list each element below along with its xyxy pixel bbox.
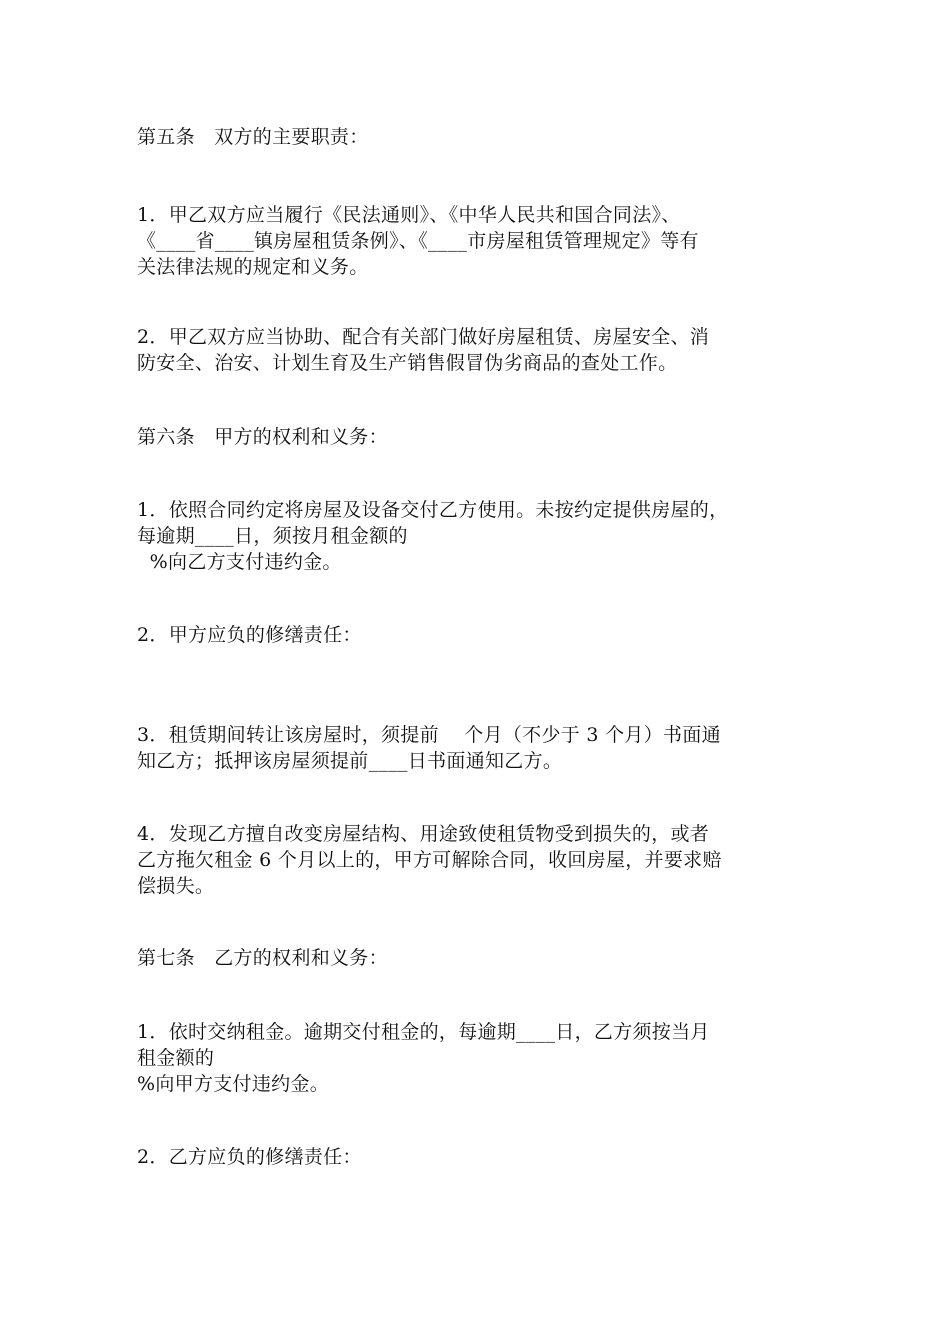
text-line: 1．依照合同约定将房屋及设备交付乙方使用。未按约定提供房屋的， bbox=[137, 499, 729, 521]
article-6-item-3 bbox=[137, 722, 827, 774]
text-line: %向乙方支付违约金。 bbox=[137, 551, 342, 573]
text-line: 偿损失。 bbox=[137, 875, 215, 897]
article-6-item-4 bbox=[137, 821, 827, 899]
article-5-item-1 bbox=[137, 202, 827, 280]
text-line: 关法律法规的规定和义务。 bbox=[137, 256, 369, 278]
article-7-heading: 第七条 乙方的权利和义务： bbox=[137, 947, 388, 969]
article-5-heading: 第五条 双方的主要职责： bbox=[137, 126, 369, 148]
text-line: 1．甲乙双方应当履行《民法通则》、《中华人民共和国合同法》、 bbox=[137, 204, 681, 226]
article-6-heading: 第六条 甲方的权利和义务： bbox=[137, 426, 388, 448]
text-line: 2．甲乙双方应当协助、配合有关部门做好房屋租赁、房屋安全、消 bbox=[137, 326, 710, 348]
text-line: 防安全、治安、计划生育及生产销售假冒伪劣商品的查处工作。 bbox=[137, 352, 678, 374]
article-6-item-1 bbox=[137, 497, 827, 575]
article-7-item-2: 2．乙方应负的修缮责任： bbox=[137, 1146, 362, 1168]
text-line: %向甲方支付违约金。 bbox=[137, 1073, 330, 1095]
article-5-item-2 bbox=[137, 324, 827, 376]
article-6-item-2: 2．甲方应负的修缮责任： bbox=[137, 624, 362, 646]
text-line: 4．发现乙方擅自改变房屋结构、用途致使租赁物受到损失的，或者 bbox=[137, 823, 710, 845]
text-line: 乙方拖欠租金 6 个月以上的，甲方可解除合同，收回房屋，并要求赔 bbox=[137, 849, 722, 871]
text-line: 每逾期____日，须按月租金额的 bbox=[137, 525, 408, 547]
text-line: 知乙方；抵押该房屋须提前____日书面通知乙方。 bbox=[137, 750, 563, 772]
text-line: 1．依时交纳租金。逾期交付租金的，每逾期____日，乙方须按当月 bbox=[137, 1021, 710, 1043]
text-line: 租金额的 bbox=[137, 1047, 215, 1069]
text-line: 3．租赁期间转让该房屋时，须提前 个月（不少于 3 个月）书面通 bbox=[137, 724, 721, 746]
article-7-item-1 bbox=[137, 1019, 827, 1097]
text-line: 《____省____镇房屋租赁条例》、《____市房屋租赁管理规定》等有 bbox=[137, 230, 699, 252]
